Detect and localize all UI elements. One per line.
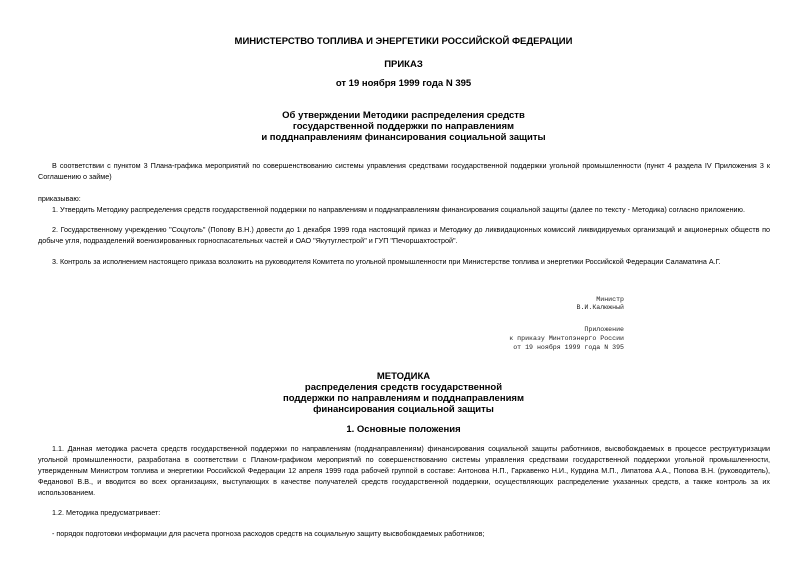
date-number-heading: от 19 ноября 1999 года N 395 (335, 78, 472, 89)
methodology-subtitle-3: финансирования социальной защиты (313, 404, 494, 415)
paragraph-1-2: 1.2. Методика предусматривает: (52, 508, 161, 517)
appendix-ref-line-1: Приложение (584, 326, 624, 333)
title-line-2: государственной поддержки по направлениям (292, 121, 515, 132)
order-item-2-line-1: 2. Государственному учреждению "Соцуголь" (Попову В.Н.) довести до 1 декабря 1999 года настоящий приказ и Методику до ликвидационных комиссий ликвидируемых организаций и акционерных обществ по (52, 225, 770, 234)
paragraph-1-1-line-3: утвержденным Министром топлива и энергетики Российской Федерации 12 апреля 1999 года рабочей группой в составе: Антонова Н.П., Гаркавенко Н.И., Курдина М.П., Липатова А.А., Попова В.Н. (руководитель), (38, 466, 770, 475)
paragraph-1-1-line-5: использованием. (38, 488, 96, 497)
methodology-title: МЕТОДИКА (376, 371, 431, 382)
paragraph-1-1-line-2: угольной промышленности, разработана в соответствии с Планом-графиком мероприятий по совершенствованию системы управления средствами государственной поддержки угольной промышленности, (38, 455, 770, 464)
section-1-heading: 1. Основные положения (346, 424, 461, 435)
paragraph-1-1-line-4: Феданової В.В., и вводится во всех организациях, выступающих в качестве получателей средств государственной поддержки, осуществляющих распределение указанных средств, а также контроль за их (38, 477, 770, 486)
order-item-2-line-2: добыче угля, подразделений военизированных горноспасательных частей и ОАО "Якутуглестрой" и ГУП "Печоршахтострой". (38, 236, 458, 245)
signature-position: Министр (596, 296, 624, 303)
preamble-line-2: Соглашению о займе) (38, 172, 112, 181)
methodology-subtitle-1: распределения средств государственной (304, 382, 503, 393)
appendix-ref-line-2: к приказу Минтопэнерго России (509, 335, 624, 342)
title-line-3: и подднаправлениям финансирования социальной защиты (261, 132, 546, 143)
order-item-1: 1. Утвердить Методику распределения средств государственной поддержки по направлениям и подднаправлениям финансирования социальной защиты (далее по тексту - Методика) согласно приложению. (52, 205, 745, 214)
doc-type-heading: ПРИКАЗ (384, 59, 423, 70)
bullet-item-1: - порядок подготовки информации для расчета прогноза расходов средств на социальную защиту высвобождаемых работников; (52, 529, 485, 538)
signature-name: В.И.Калюжный (576, 304, 624, 311)
paragraph-1-1-line-1: 1.1. Данная методика расчета средств государственной поддержки по направлениям (подднаправлениям) финансирования социальной защиты работников, высвобождаемых в процессе реструктуризации (52, 444, 770, 453)
ministry-heading: МИНИСТЕРСТВО ТОПЛИВА И ЭНЕРГЕТИКИ РОССИЙСКОЙ ФЕДЕРАЦИИ (234, 36, 573, 47)
order-word: приказываю: (38, 194, 81, 203)
title-line-1: Об утверждении Методики распределения средств (282, 110, 525, 121)
order-item-3: 3. Контроль за исполнением настоящего приказа возложить на руководителя Комитета по угольной промышленности при Министерстве топлива и энергетики Российской Федерации Саламатина А.Г. (52, 257, 721, 266)
preamble-line-1: В соответствии с пунктом 3 Плана-графика мероприятий по совершенствованию системы управления средствами государственной поддержки угольной промышленности (пункт 4 раздела IV Приложения 3 к (52, 161, 770, 170)
methodology-subtitle-2: поддержки по направлениям и подднаправлениям (283, 393, 524, 404)
appendix-ref-line-3: от 19 ноября 1999 года N 395 (513, 344, 624, 351)
